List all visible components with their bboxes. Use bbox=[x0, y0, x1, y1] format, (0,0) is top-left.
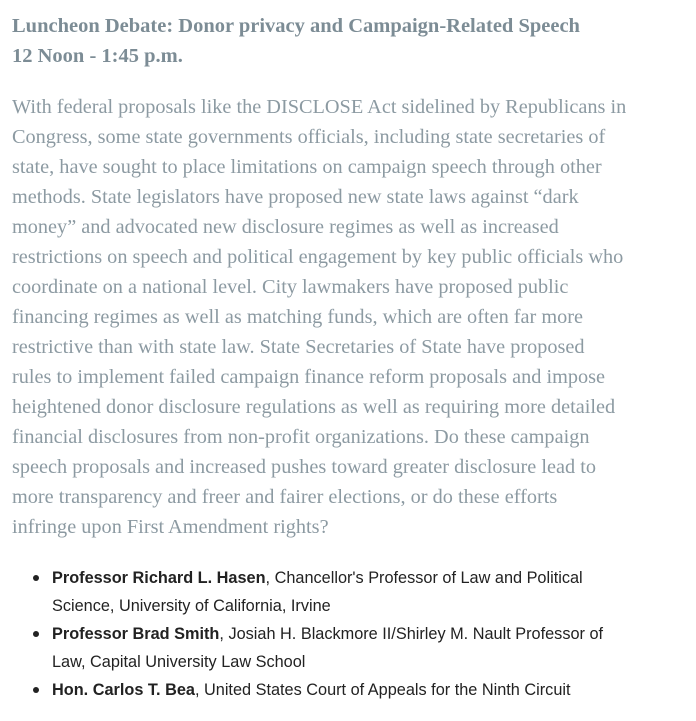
description-line: more transparency and freer and fairer elections, or do these efforts bbox=[12, 486, 558, 508]
description-line: infringe upon First Amendment rights? bbox=[12, 516, 329, 538]
speaker-role-continued: Law, Capital University Law School bbox=[52, 653, 306, 671]
bullet-icon bbox=[33, 631, 39, 637]
description-line: heightened donor disclosure regulations as well as requiring more detailed bbox=[12, 396, 616, 418]
description-line: methods. State legislators have proposed new state laws against “dark bbox=[12, 186, 579, 208]
speaker-line bbox=[52, 676, 696, 704]
speaker-line bbox=[52, 620, 696, 648]
description-line: financing regimes as well as matching funds, which are often far more bbox=[12, 306, 584, 328]
description-line: restrictive than with state law. State Secretaries of State have proposed bbox=[12, 336, 585, 358]
speaker-line bbox=[52, 564, 696, 592]
description-line: money” and advocated new disclosure regimes as well as increased bbox=[12, 216, 559, 238]
speaker-name: Hon. Carlos T. Bea bbox=[52, 681, 195, 699]
speaker-role: , Josiah H. Blackmore II/Shirley M. Nault Professor of bbox=[219, 625, 604, 643]
bullet-icon bbox=[33, 575, 39, 581]
speaker-item bbox=[0, 564, 696, 620]
speaker-role: , Chancellor's Professor of Law and Political bbox=[265, 569, 583, 587]
description-line: restrictions on speech and political engagement by key public officials who bbox=[12, 246, 624, 268]
speaker-item bbox=[0, 620, 696, 676]
speaker-name: Professor Richard L. Hasen bbox=[52, 569, 266, 587]
speaker-name: Professor Brad Smith bbox=[52, 625, 220, 643]
speaker-item bbox=[0, 676, 696, 704]
description-line: rules to implement failed campaign finance reform proposals and impose bbox=[12, 366, 606, 388]
event-description bbox=[12, 92, 684, 542]
speaker-role: , United States Court of Appeals for the Ninth Circuit bbox=[194, 681, 571, 699]
bullet-icon bbox=[33, 687, 39, 693]
speaker-role-continued: Science, University of California, Irvine bbox=[52, 597, 331, 615]
description-line: Congress, some state governments officials, including state secretaries of bbox=[12, 126, 606, 148]
event-title: Luncheon Debate: Donor privacy and Campaign-Related Speech bbox=[12, 15, 580, 37]
event-time: 12 Noon - 1:45 p.m. bbox=[12, 45, 183, 67]
description-line: coordinate on a national level. City lawmakers have proposed public bbox=[12, 276, 569, 298]
speaker-list bbox=[0, 564, 696, 704]
description-line: speech proposals and increased pushes toward greater disclosure lead to bbox=[12, 456, 597, 478]
description-line: With federal proposals like the DISCLOSE Act sidelined by Republicans in bbox=[12, 96, 627, 118]
description-line: state, have sought to place limitations on campaign speech through other bbox=[12, 156, 602, 178]
description-line: financial disclosures from non-profit organizations. Do these campaign bbox=[12, 426, 590, 448]
